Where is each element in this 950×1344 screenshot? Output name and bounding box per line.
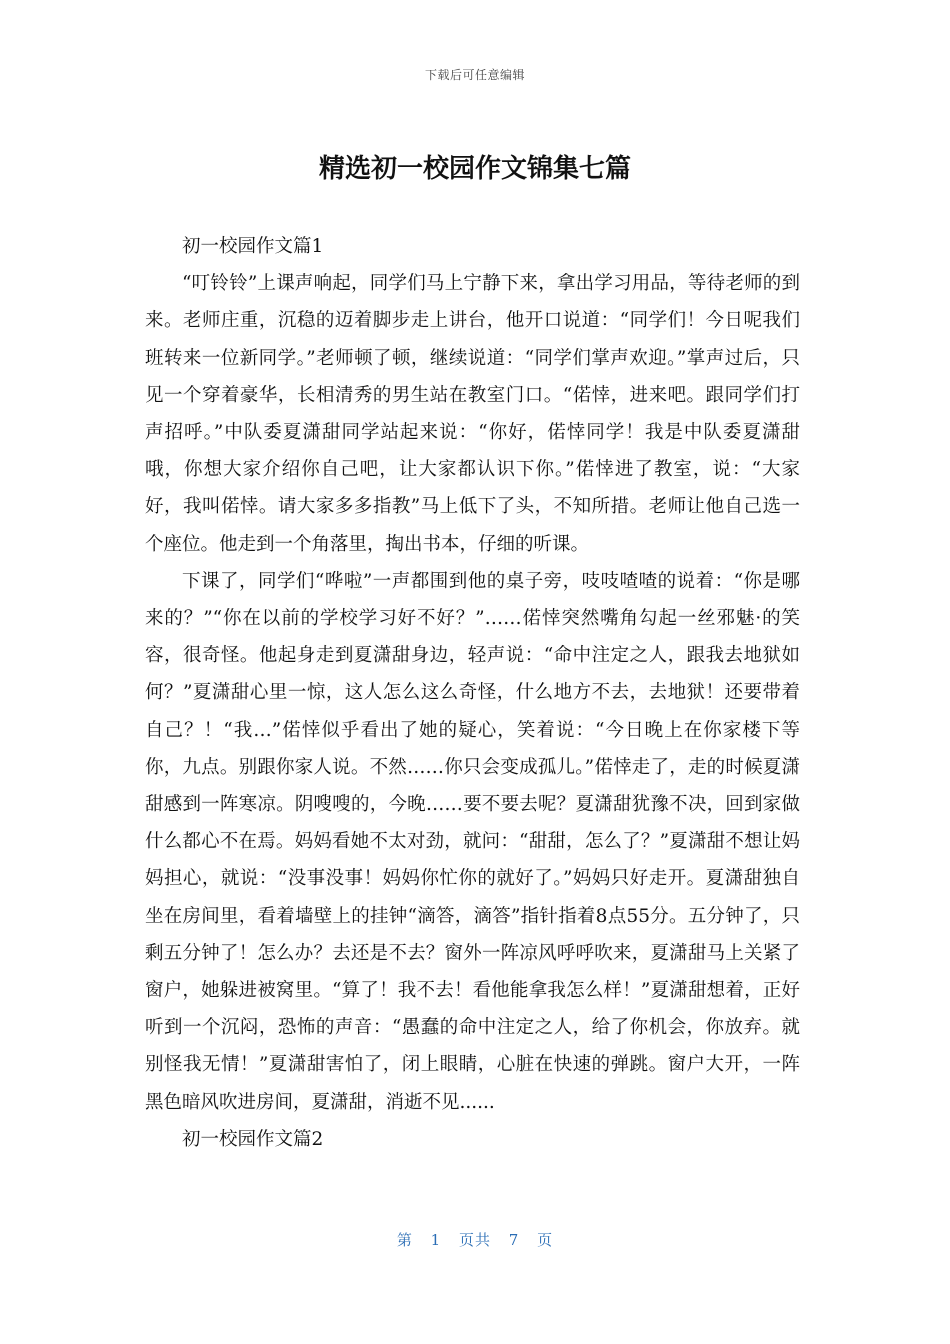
- paragraph-1: “叮铃铃”上课声响起，同学们马上宁静下来，拿出学习用品，等待老师的到来。老师庄重，沉稳的迈着脚步走上讲台，他开口说道：“同学们！今日呢我们班转来一位新同学。”老师顿了顿，继续说道：“同学们掌声欢迎。”掌声过后，只见一个穿着豪华，长相清秀的男生站在教室门口。“偌悻，进来吧。跟同学们打声招呼。”中队委夏潇甜同学站起来说：“你好，偌悻同学！我是中队委夏潇甜哦，你想大家介绍你自己吧，让大家都认识下你。”偌悻进了教室，说：“大家好，我叫偌悻。请大家多多指教”马上低下了头，不知所措。老师让他自己选一个座位。他走到一个角落里，掏出书本，仔细的听课。: [145, 273, 800, 555]
- document-title: 精选初一校园作文锦集七篇: [318, 154, 631, 184]
- document-body: [145, 228, 800, 1158]
- page-footer: 第 1 页共 7 页: [396, 1231, 554, 1249]
- header-note: 下载后可任意编辑: [424, 68, 525, 82]
- section-heading-1: 初一校园作文篇1: [182, 236, 324, 257]
- section-heading-2: 初一校园作文篇2: [182, 1128, 324, 1150]
- paragraph-2: 下课了，同学们“哗啦”一声都围到他的桌子旁，吱吱喳喳的说着：“你是哪来的？”“你在以前的学校学习好不好？”……偌悻突然嘴角勾起一丝邪魅·的笑容，很奇怪。他起身走到夏潇甜身边，轻声说：“命中注定之人，跟我去地狱如何？”夏潇甜心里一惊，这人怎么这么奇怪，什么地方不去，去地狱！还要带着自己？！“我…”偌悻似乎看出了她的疑心，笑着说：“今日晚上在你家楼下等你，九点。别跟你家人说。不然……你只会变成孤儿。”偌悻走了，走的时候夏潇甜感到一阵寒凉。阴嗖嗖的，今晚……要不要去呢？夏潇甜犹豫不决，回到家做什么都心不在焉。妈妈看她不太对劲，就问：“甜甜，怎么了？”夏潇甜不想让妈妈担心，就说：“没事没事！妈妈你忙你的就好了。”妈妈只好走开。夏潇甜独自坐在房间里，看着墙壁上的挂钟“滴答，滴答”指针指着8点55分。五分钟了，只剩五分钟了！怎么办？去还是不去？窗外一阵凉风呼呼吹来，夏潇甜马上关紧了窗户，她躲进被窝里。“算了！我不去！看他能拿我怎么样！”夏潇甜想着，正好听到一个沉闷，恐怖的声音：“愚蠢的命中注定之人，给了你机会，你放弃。就别怪我无情！”夏潇甜害怕了，闭上眼睛，心脏在快速的弹跳。窗户大开，一阵黑色暗风吹进房间，夏潇甜，消逝不见......: [145, 570, 800, 1113]
